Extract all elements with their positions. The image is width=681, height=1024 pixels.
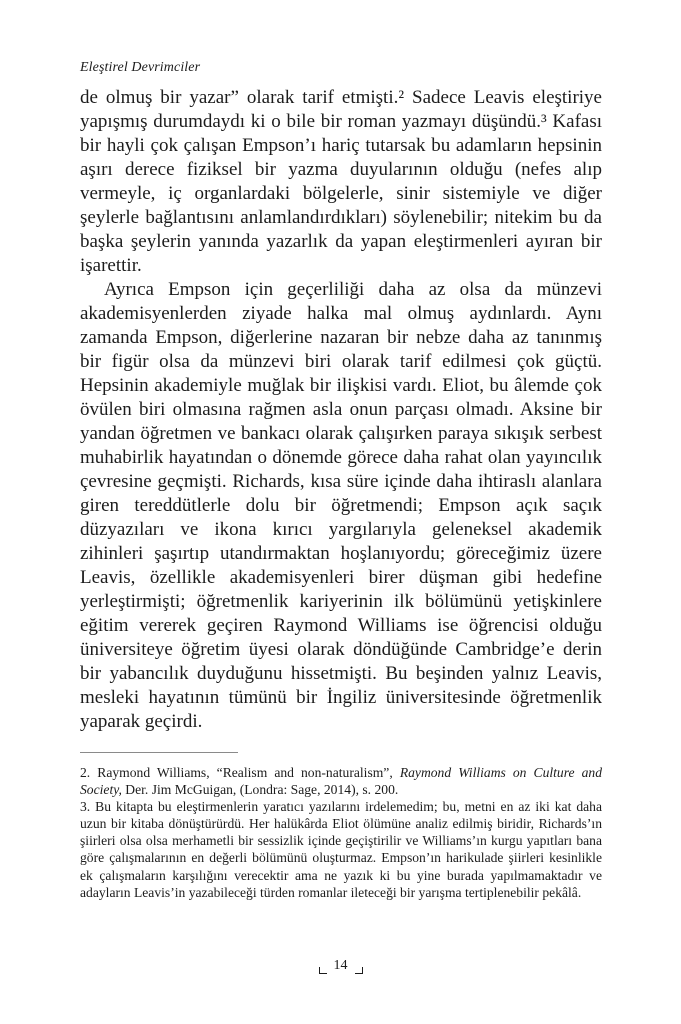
footnote-2-book-title: Raymond Williams on Culture and Society, (80, 765, 602, 798)
body-text (80, 86, 602, 734)
page-number: 14 (328, 957, 354, 975)
footnote-3: 3. Bu kitapta bu eleştirmenlerin yaratıcı yazılarını irdelemedim; bu, metni en az iki kat daha uzun bir kitaba dönüştürürdü. Her halükârda Eliot ölümüne analiz edilmiş biridir, Richards’ın şiirleri olsa olsa merhametli bir sessizlik içinde geçiştirilir ve Williams’ın kurgu yapıtları bana göre çalışmalarının en değerli bölümünü oluşturmaz. Empson’ın harikulade şiirleri kesinlikle ek çalışmaların karşılığını verecektir ama ne yazık ki bu yine burada yapılmamaktadır ve adayların Leavis’in yazabileceği türden romanlar ileteceği bir yarışma tertiplenebilir pekâlâ. (80, 799, 602, 900)
running-head: Eleştirel Devrimciler (80, 60, 201, 75)
paragraph-1: de olmuş bir yazar” olarak tarif etmişti.² Sadece Leavis eleştiriye yapışmış durumdaydı ki o bile bir roman yazmayı düşündü.³ Kafası bir hayli çok çalışan Empson’ı hariç tutarsak bu adamların hepsinin aşırı derece fiziksel bir yazma duyularının olduğu (nefes alıp vermeyle, iç organlardaki bölgelerle, sinir sistemiyle ve diğer şeylerle bağlantısını anlamlandırdıkları) söylenebilir; nitekim bu da başka şeylerin yanında yazarlık da yapan eleştirmenleri ayıran bir işarettir. (80, 87, 602, 276)
footnotes (80, 764, 602, 901)
page-number-area (0, 956, 681, 975)
footnote-separator (80, 752, 238, 753)
footnote-2 (80, 764, 602, 798)
footnote-2-text-b: Der. Jim McGuigan, (Londra: Sage, 2014), s. 200. (121, 782, 399, 798)
footnote-2-text-a: 2. Raymond Williams, “Realism and non-naturalism”, (80, 765, 400, 780)
paragraph-2: Ayrıca Empson için geçerliliği daha az olsa da münzevi akademisyenlerden ziyade halka mal olmuş aydınlardı. Aynı zamanda Empson, diğerlerine nazaran bir nebze daha az tanınmış bir figür olsa da münzevi biri olarak tarif edilmesi çok güçtü. Hepsinin akademiyle muğlak bir ilişkisi vardı. Eliot, bu âlemde çok övülen biri olmasına rağmen asla onun parçası olmadı. Aksine bir yandan öğretmen ve bankacı olarak çalışırken paraya sıkışık serbest muhabirlik hayatından o dönemde görece daha rahat olan yayıncılık çevresine geçmişti. Richards, kısa süre içinde daha ihtiraslı alanlara giren tereddütlerle dolu bir öğretmendi; Empson açık saçık düzyazıları ve ikona kırıcı yargılarıyla geleneksel akademik zihinleri şaşırtıp utandırmaktan hoşlanıyordu; göreceğimiz üzere Leavis, özellikle akademisyenleri birer düşman gibi hedefine yerleştirmişti; öğretmenlik kariyerinin ilk bölümünü yetişkinlere eğitim vererek geçiren Raymond Williams ise öğrencisi olduğu üniversiteye öğretim üyesi olarak döndüğünde Cambridge’e derin bir yabancılık duyduğunu hissetmişti. Bu beşinden yalnız Leavis, mesleki hayatının tümünü bir İngiliz üniversitesinde öğretmenlik yaparak geçirdi. (80, 279, 602, 732)
